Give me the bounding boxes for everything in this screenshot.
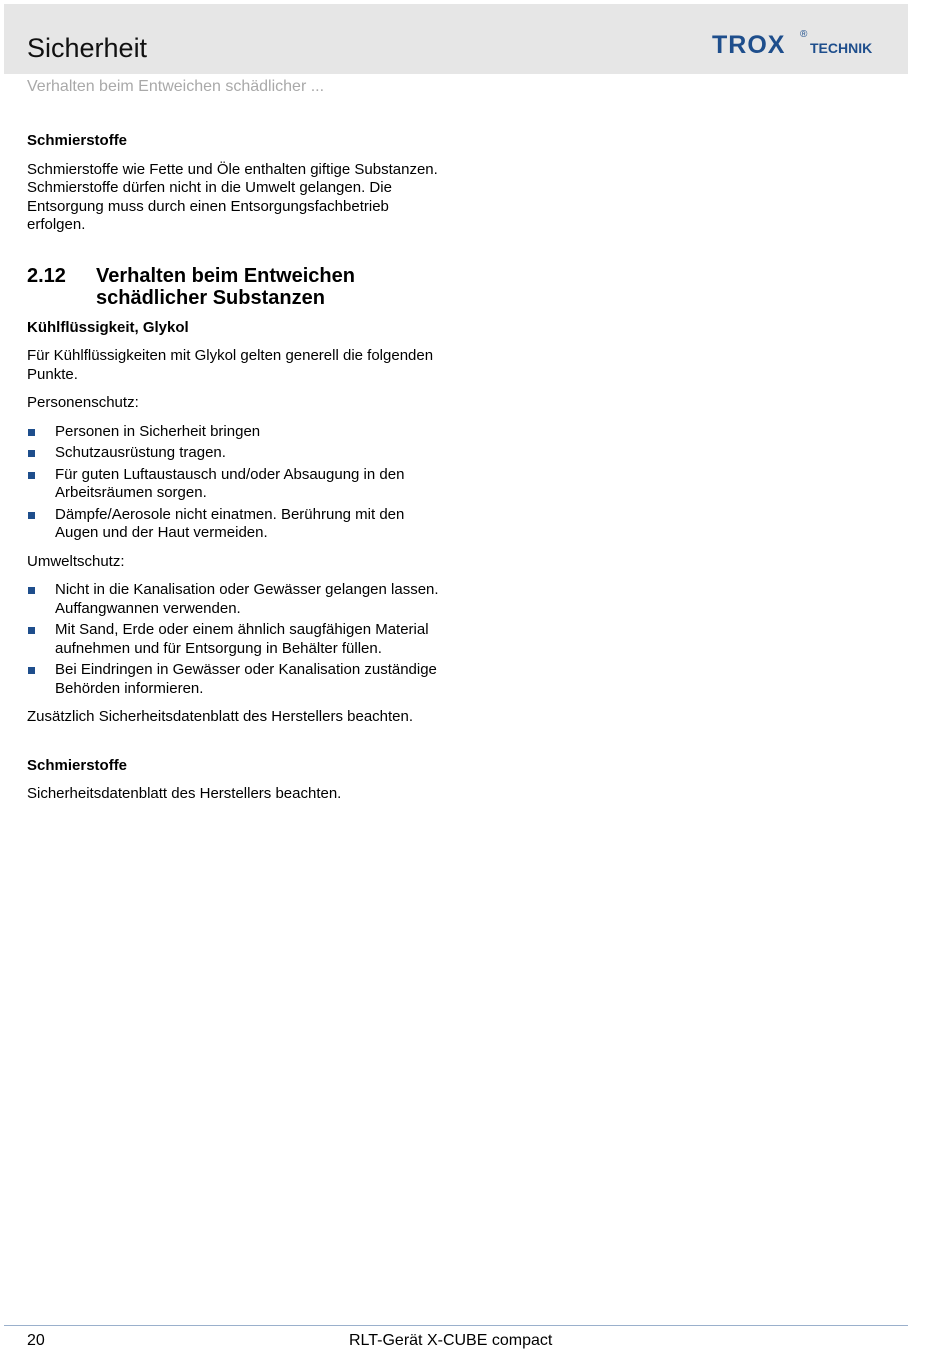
document-title: RLT-Gerät X-CUBE compact (349, 1332, 553, 1349)
environment-protection-list (27, 581, 447, 698)
chapter-title: Verhalten beim Entweichen schädlicher Substanzen (96, 264, 355, 309)
list-item-text: Für guten Luftaustausch und/oder Absaugung in den Arbeitsräumen sorgen. (55, 465, 405, 501)
square-bullet-icon (28, 512, 35, 519)
square-bullet-icon (28, 472, 35, 479)
list-item-text: Nicht in die Kanalisation oder Gewässer gelangen lassen. Auffangwannen verwenden. (55, 581, 439, 617)
list-item-text: Personen in Sicherheit bringen (55, 422, 261, 440)
lubricants-text: Schmierstoffe wie Fette und Öle enthalten giftige Substanzen. Schmierstoffe dürfen nicht in die Umwelt gelangen. Die Entsorgung muss durch einen Entsorgungsfachbetrieb erfolgen. (27, 160, 438, 233)
section-breadcrumb: Verhalten beim Entweichen schädlicher ... (27, 78, 325, 95)
list-item (27, 661, 447, 698)
footer-divider (4, 1325, 908, 1326)
personal-protection-list (27, 423, 447, 543)
square-bullet-icon (28, 627, 35, 634)
chapter-heading (27, 265, 447, 309)
lubricants-heading-2: Schmierstoffe (27, 756, 128, 774)
square-bullet-icon (28, 450, 35, 457)
safety-datasheet-note: Zusätzlich Sicherheitsdatenblatt des Herstellers beachten. (27, 708, 414, 725)
logo-sub-text: TECHNIK (810, 40, 873, 56)
coolant-heading: Kühlflüssigkeit, Glykol (27, 318, 189, 336)
square-bullet-icon (28, 667, 35, 674)
list-item (27, 423, 447, 442)
list-item-text: Schutzausrüstung tragen. (55, 444, 226, 461)
page-content (27, 132, 447, 814)
list-item (27, 581, 447, 618)
personal-protection-label: Personenschutz: (27, 394, 139, 411)
logo-registered-mark: ® (800, 29, 808, 40)
page-number: 20 (27, 1332, 45, 1349)
list-item (27, 466, 447, 503)
list-item (27, 621, 447, 658)
environment-protection-label: Umweltschutz: (27, 552, 125, 570)
square-bullet-icon (28, 429, 35, 436)
logo-main-text: TROX (712, 31, 786, 59)
list-item-text: Dämpfe/Aerosole nicht einatmen. Berührung mit den Augen und der Haut vermeiden. (55, 505, 405, 541)
square-bullet-icon (28, 587, 35, 594)
chapter-number: 2.12 (27, 264, 66, 287)
coolant-intro: Für Kühlflüssigkeiten mit Glykol gelten generell die folgenden Punkte. (27, 347, 434, 383)
list-item-text: Bei Eindringen in Gewässer oder Kanalisation zuständige Behörden informieren. (55, 661, 437, 697)
lubricants-heading: Schmierstoffe (27, 132, 128, 149)
list-item (27, 506, 447, 543)
lubricants-text-2: Sicherheitsdatenblatt des Herstellers beachten. (27, 785, 342, 802)
page-title: Sicherheit (27, 33, 148, 63)
list-item (27, 444, 447, 463)
section-spacer (27, 737, 447, 757)
list-item-text: Mit Sand, Erde oder einem ähnlich saugfähigen Material aufnehmen und für Entsorgung in Behälter füllen. (55, 621, 429, 657)
